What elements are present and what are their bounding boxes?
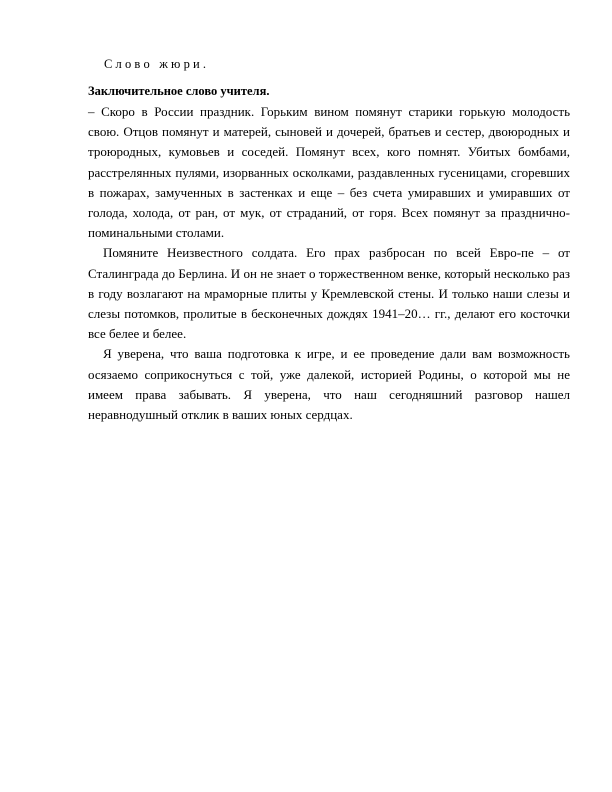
document-subtitle: Заключительное слово учителя. <box>88 84 270 98</box>
paragraph-unknown-soldier: Помяните Неизвестного солдата. Его прах разбросан по всей Евро-пе – от Сталинграда до Берлина. И он не знает о торжественном венке, который несколько раз в году возлагают на мраморные плиты у Кремлевской стены. И только наши слезы и слезы потомков, пролитые в бесконечных дождях 1941–20… гг., делают его косточки все белее и белее. <box>88 245 570 342</box>
paragraph-closing: Я уверена, что ваша подготовка к игре, и ее проведение дали вам возможность осязаемо соприкоснуться с той, уже далекой, историей Родины, о которой мы не имеем права забывать. Я уверена, что наш сегодняшний разговор нашел неравнодушный отклик в ваших юных сердцах. <box>88 346 570 423</box>
paragraph-remembrance: – Скоро в России праздник. Горьким вином помянут старики горькую молодость свою. Отцов помянут и матерей, сыновей и дочерей, братьев и сестер, двоюродных и троюродных, кумовьев и соседей. Помянут всех, кого помнят. Убитых бомбами, расстрелянных пулями, изорванных осколками, раздавленных гусеницами, сгоревших в пожарах, замученных в застенках и еще – без счета умиравших и умиравших от голода, холода, от ран, от мук, от страданий, от горя. Всех помянут за празднично-поминальными столами. <box>88 104 570 241</box>
document-title: Слово жюри. <box>104 57 210 71</box>
document-page <box>88 56 570 425</box>
